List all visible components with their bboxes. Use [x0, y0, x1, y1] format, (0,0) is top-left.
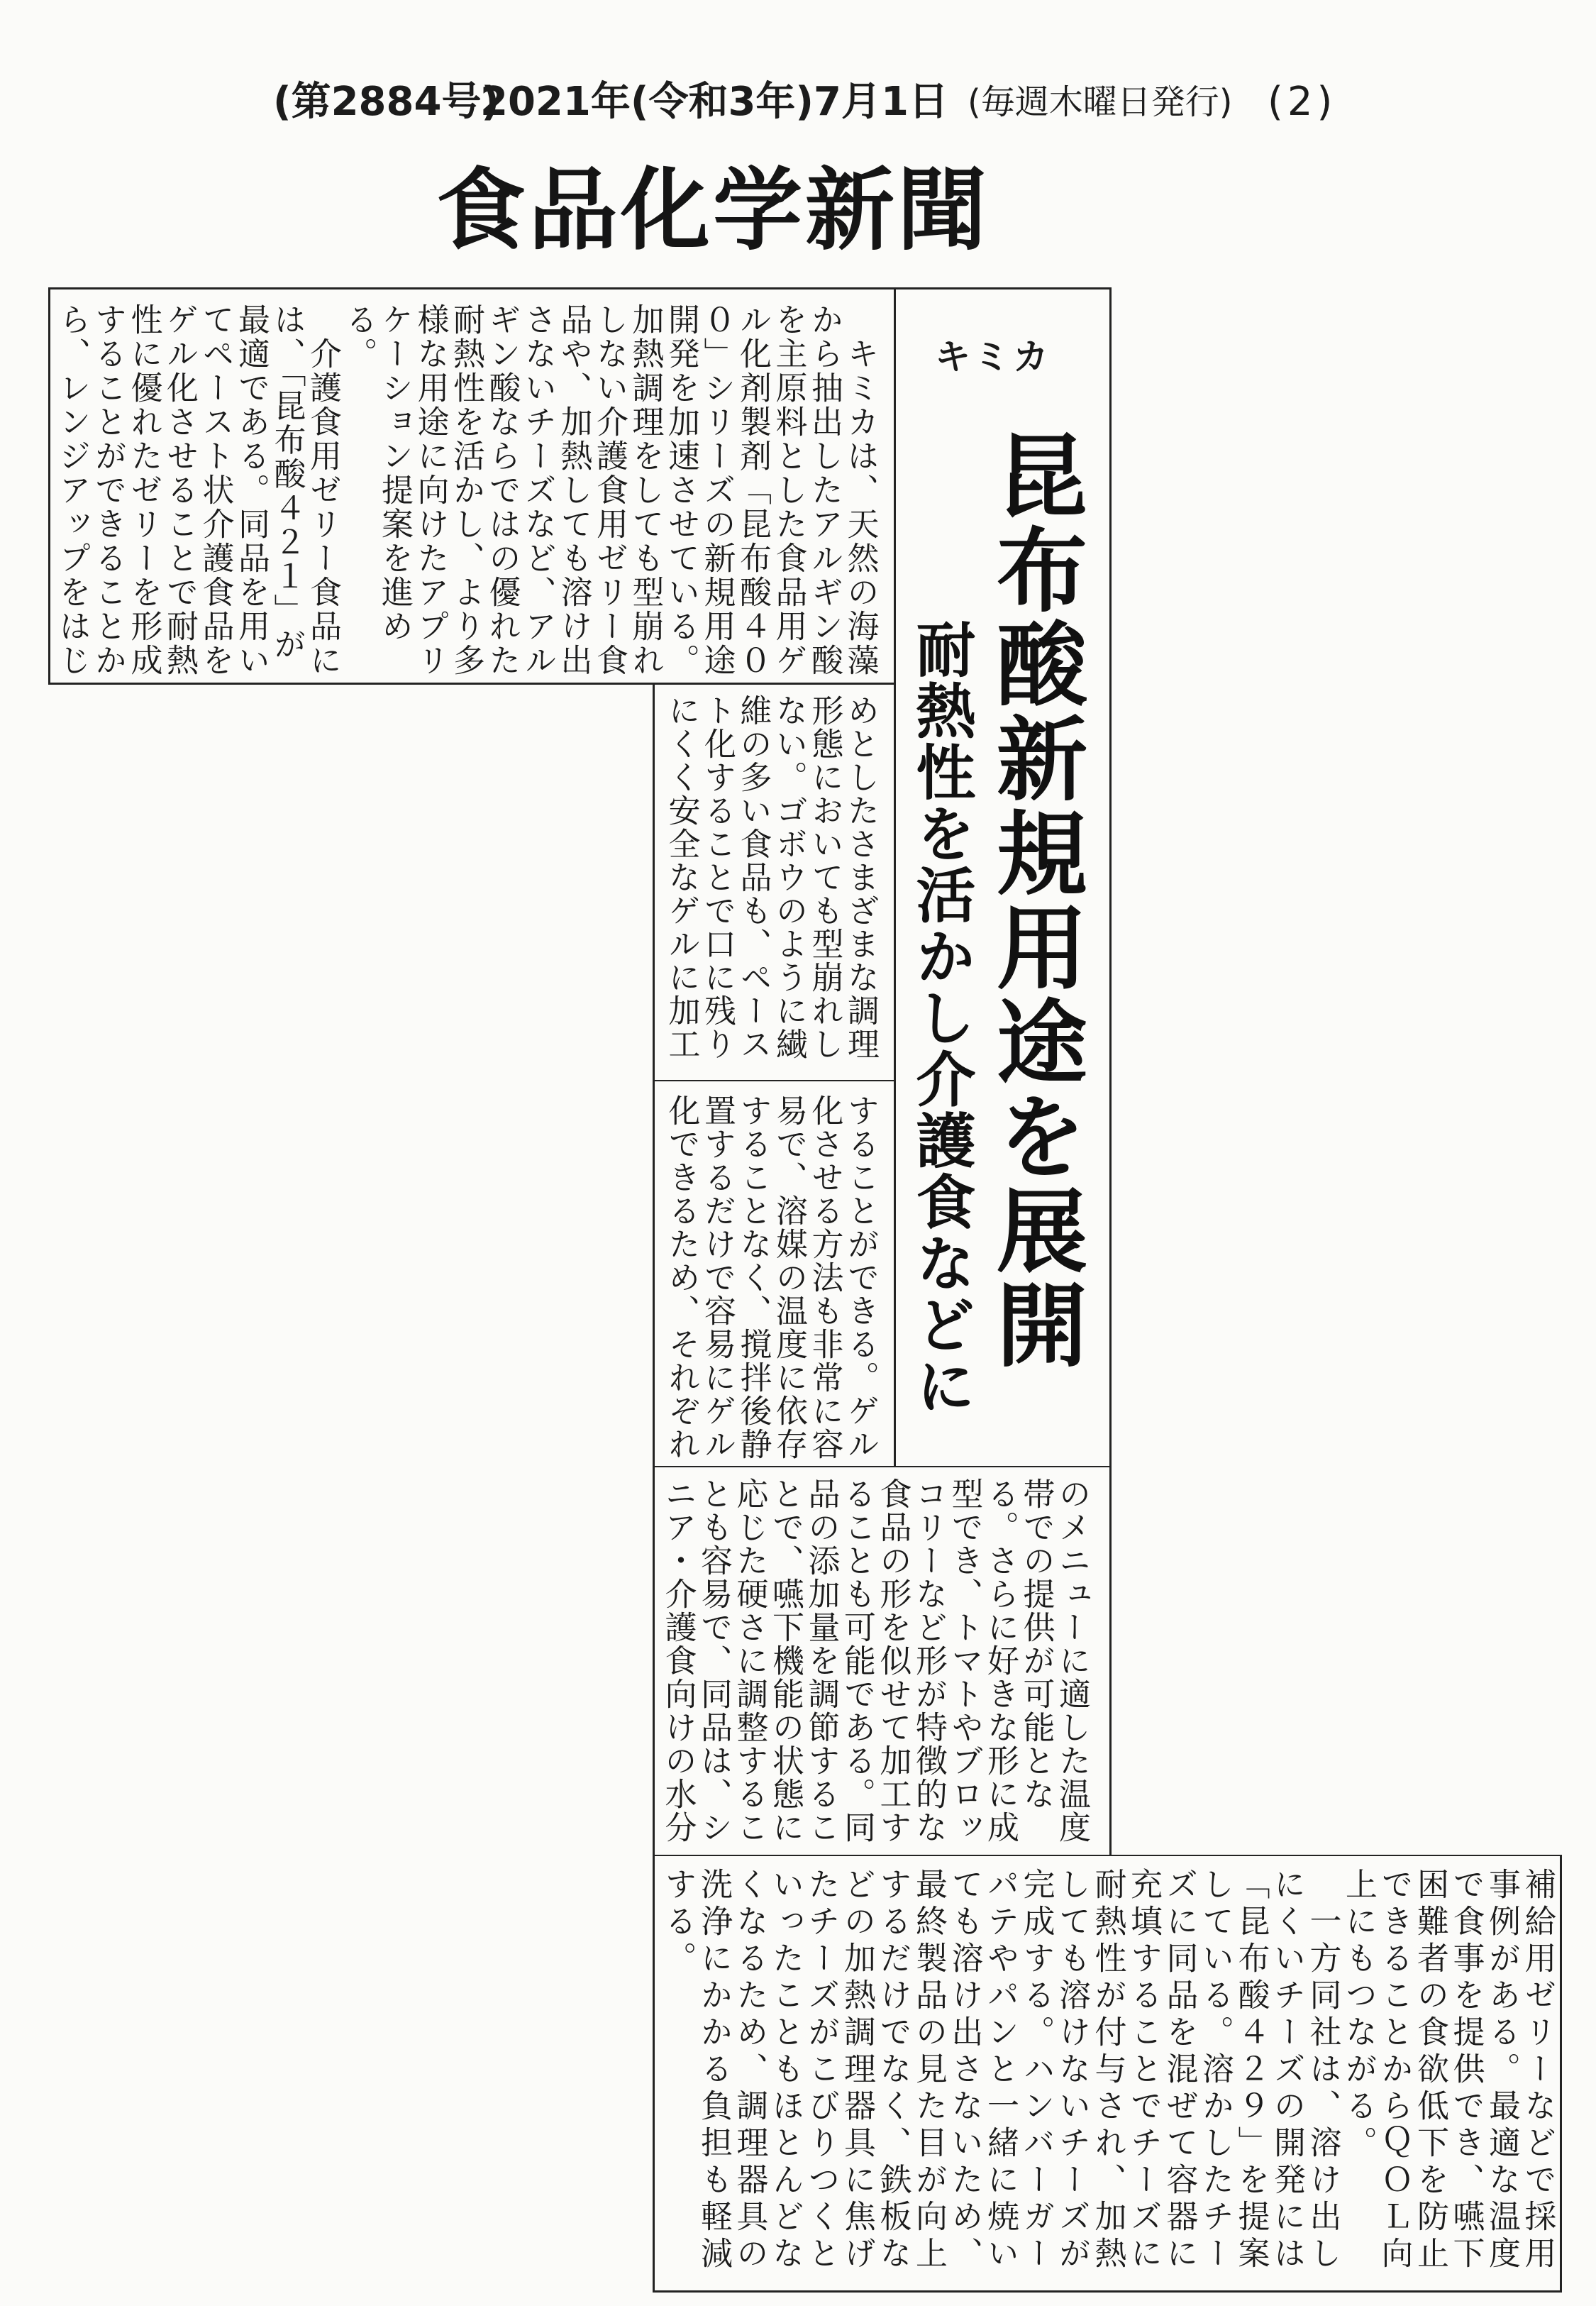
text-column: ズに同品を混ぜて容器に — [1160, 1868, 1199, 2273]
headline: 昆布酸新規用途を展開 — [981, 429, 1087, 1372]
text-column: いったこともほとんどな — [767, 1868, 804, 2273]
text-column: 置するだけで容易にゲル — [699, 1094, 736, 1461]
text-column: ニア・介護食向けの水分 — [659, 1477, 697, 1844]
text-column: 介護食用ゼリー食品に — [304, 303, 342, 678]
article-rule-left-lower — [653, 683, 655, 2293]
text-column: できることからＱＯＬ向 — [1375, 1868, 1414, 2273]
text-column: どの加熱調理器具に焦げ — [838, 1868, 876, 2273]
text-column: 上にもつながる。 — [1340, 1868, 1378, 2163]
text-column: のメニューに適した温度 — [1053, 1477, 1091, 1844]
text-column: 形態においても型崩れし — [806, 694, 844, 1061]
text-column: 化できるため、それぞれ — [663, 1094, 701, 1461]
text-column: することができる。ゲル — [842, 1094, 880, 1461]
text-column: にくく安全なゲルに加工 — [663, 694, 701, 1061]
text-column: めとしたさまざまな調理 — [842, 694, 880, 1061]
text-column: から抽出したアルギン酸 — [806, 303, 843, 678]
text-column: ギン酸ならではの優れた — [483, 303, 521, 678]
text-column: さないチーズなど、アル — [519, 303, 557, 678]
text-column: ない。ゴボウのように繊 — [770, 694, 808, 1061]
text-column: ル化剤製剤「昆布酸４０ — [734, 303, 772, 678]
text-column: キミカは、天然の海藻 — [841, 303, 880, 678]
article-tier-4 — [660, 1477, 1090, 1853]
subheadline: 耐熱性を活かし介護食などに — [907, 619, 976, 1417]
text-column: 型でき、トマトやブロッ — [946, 1477, 984, 1844]
text-column: パテやパンと一緒に焼い — [982, 1868, 1019, 2273]
newspaper-masthead: 食品化学新聞 — [436, 158, 990, 263]
text-column: 困難者の食欲低下を防止 — [1412, 1868, 1449, 2273]
article-rule-tier2-bottom — [653, 1080, 895, 1081]
text-column: てペースト状介護食品を — [196, 303, 235, 678]
text-column: ら、レンジアップをはじ — [53, 303, 92, 678]
article-rule-top — [48, 287, 1111, 289]
text-column: る。 — [340, 303, 378, 371]
publication-frequency: (毎週木曜日発行) — [968, 82, 1233, 122]
text-column: することができることか — [89, 303, 127, 678]
text-column: で食事を提供でき、嚥下 — [1447, 1868, 1485, 2273]
text-column: とも容易で、同品は、シ — [695, 1477, 733, 1844]
text-column: することなく、撹拌後静 — [734, 1094, 772, 1461]
text-column: 化させる方法も非常に容 — [806, 1094, 844, 1461]
article-rule-bottom — [653, 2290, 1562, 2293]
text-column: にくいチーズの開発には — [1268, 1868, 1306, 2273]
text-column: ても溶け出さないため、 — [946, 1868, 984, 2273]
text-column: 性に優れたゼリーを形成 — [125, 303, 163, 678]
page-number: (2) — [1268, 79, 1337, 125]
text-column: 一方同社は、溶け出し — [1304, 1868, 1342, 2273]
text-column: コリーなど形が特徴的な — [910, 1477, 948, 1844]
text-column: 開発を加速させている。 — [663, 303, 700, 678]
text-column: 耐熱性を活かし、より多 — [448, 303, 485, 678]
text-column: 補給用ゼリーなどで採用 — [1519, 1868, 1557, 2273]
article-tier-3 — [663, 1094, 878, 1463]
text-column: しない介護食用ゼリー食 — [591, 303, 628, 678]
text-column: は、「昆布酸４２１」が — [268, 303, 306, 662]
issue-number: (第2884号) — [273, 79, 500, 125]
text-column: ケーション提案を進め — [376, 303, 414, 644]
text-column: 完成する。ハンバーガー — [1017, 1868, 1055, 2273]
article-rule-tier4-bottom — [653, 1855, 1562, 1856]
article-tier-5 — [660, 1868, 1556, 2286]
company-label: キミカ — [935, 336, 1052, 377]
text-column: 耐熱性が付与され、加熱 — [1089, 1868, 1127, 2273]
text-column: 「昆布酸４２９」を提案 — [1232, 1868, 1270, 2273]
text-column: 品や、加熱しても溶け出 — [555, 303, 593, 678]
text-column: ゲル化させることで耐熱 — [161, 303, 199, 678]
text-column: 帯での提供が可能とな — [1017, 1477, 1055, 1811]
text-column: 維の多い食品も、ペース — [734, 694, 772, 1061]
text-column: 最適である。同品を用い — [233, 303, 270, 678]
publication-date: 2021年(令和3年)7月1日 — [480, 79, 948, 125]
text-column: 品の添加量を調節するこ — [802, 1477, 841, 1844]
text-column: 洗浄にかかる負担も軽減 — [695, 1868, 733, 2273]
text-column: 充填することでチーズに — [1125, 1868, 1163, 2273]
text-column: を主原料とした食品用ゲ — [770, 303, 808, 678]
text-column: 事例がある。最適な温度 — [1483, 1868, 1521, 2273]
text-column: たチーズがこびりつくと — [802, 1868, 841, 2273]
text-column: 食品の形を似せて加工す — [874, 1477, 912, 1844]
article-rule-headline-right — [1109, 287, 1112, 1856]
text-column: くなるため、調理器具の — [731, 1868, 769, 2273]
article-tier-2 — [663, 694, 878, 1070]
text-column: ることも可能である。同 — [838, 1477, 876, 1844]
text-column: 様な用途に向けたアプリ — [411, 303, 450, 678]
text-column: している。溶かしたチー — [1197, 1868, 1234, 2273]
text-column: 加熱調理をしても型崩れ — [626, 303, 665, 678]
text-column: するだけでなく、鉄板な — [874, 1868, 912, 2273]
text-column: とで、嚥下機能の状態に — [767, 1477, 804, 1844]
text-column: る。さらに好きな形に成 — [982, 1477, 1019, 1844]
article-rule-tier3-bottom — [653, 1466, 1112, 1467]
text-column: 応じた硬さに調整するこ — [731, 1477, 769, 1844]
text-column: ０」シリーズの新規用途 — [698, 303, 736, 678]
article-rule-left-upper — [48, 287, 50, 684]
article-tier-1 — [54, 303, 878, 686]
text-column: しても溶けないチーズが — [1053, 1868, 1091, 2273]
text-column: ト化することで口に残り — [699, 694, 736, 1061]
article-rule-tier5-right — [1560, 1855, 1562, 2293]
text-column: 易で、溶媒の温度に依存 — [770, 1094, 808, 1461]
article-rule-headline-divider — [894, 287, 896, 1467]
text-column: する。 — [659, 1868, 697, 1978]
text-column: 最終製品の見た目が向上 — [910, 1868, 948, 2273]
